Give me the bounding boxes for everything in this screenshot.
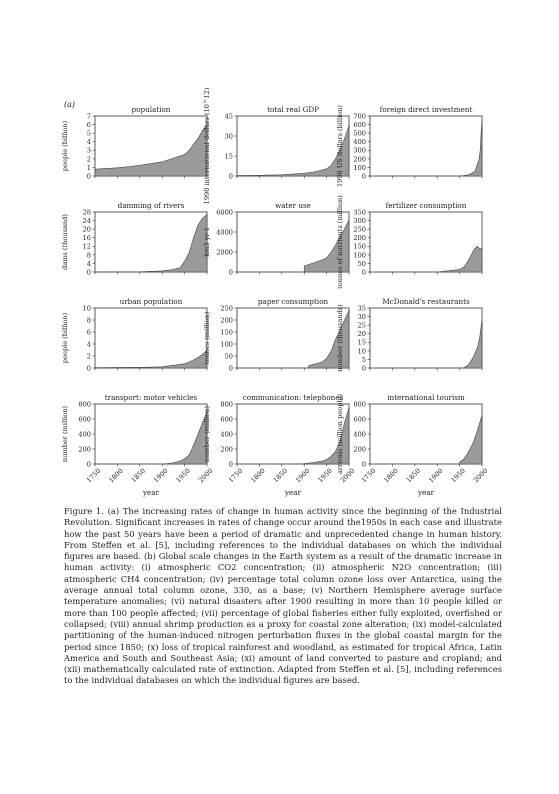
y-axis-label: 1990 international dollars (10^12)	[203, 87, 211, 205]
chart-panel-0	[61, 105, 207, 180]
y-tick-label: 200	[220, 316, 233, 325]
y-axis-label: number (million)	[203, 405, 211, 463]
y-tick-label: 200	[220, 445, 233, 454]
y-tick-label: 15	[357, 338, 366, 347]
y-tick-label: 25	[357, 321, 366, 330]
y-tick-label: 150	[353, 242, 366, 251]
plot-frame	[370, 116, 482, 176]
y-tick-label: 200	[353, 155, 366, 164]
x-tick-label: 1850	[404, 466, 423, 485]
y-tick-label: 250	[220, 304, 233, 313]
y-axis-label: arrivals (million people)	[336, 393, 344, 475]
x-tick-label: 1800	[107, 466, 125, 485]
chart-title: transport: motor vehicles	[104, 393, 198, 402]
panel-label: (a)	[64, 100, 76, 109]
chart-panel-7	[203, 297, 349, 372]
chart-title: total real GDP	[267, 105, 319, 114]
y-tick-label: 7	[86, 112, 91, 121]
y-tick-label: 0	[361, 460, 366, 469]
chart-panel-11	[336, 393, 489, 497]
y-tick-label: 3	[86, 146, 91, 155]
y-tick-label: 24	[82, 216, 91, 225]
y-tick-label: 100	[220, 340, 233, 349]
y-tick-label: 4	[86, 259, 91, 268]
y-tick-label: 6000	[216, 208, 233, 217]
x-tick-label: 1900	[427, 466, 445, 485]
plot-frame	[95, 308, 207, 368]
plot-frame	[370, 308, 482, 368]
y-tick-label: 8	[86, 316, 91, 325]
chart-title: fertilizer consumption	[385, 201, 467, 210]
y-tick-label: 200	[353, 234, 366, 243]
y-tick-label: 2	[86, 352, 91, 361]
x-tick-label: 1800	[249, 466, 267, 485]
y-tick-label: 0	[228, 268, 233, 277]
plot-frame	[370, 404, 482, 464]
y-tick-label: 0	[86, 268, 91, 277]
y-axis-label: people (billion)	[61, 120, 69, 172]
y-axis-label: people (billion)	[61, 312, 69, 364]
chart-panel-6	[61, 297, 207, 372]
x-tick-label: 1900	[294, 466, 312, 485]
y-axis-label: tonnes (million)	[203, 311, 211, 365]
chart-title: McDonald's restaurants	[382, 297, 470, 306]
x-tick-label: 1950	[174, 466, 192, 485]
y-tick-label: 6	[86, 120, 91, 129]
chart-panel-9	[61, 393, 214, 497]
y-tick-label: 20	[82, 225, 91, 234]
y-tick-label: 15	[224, 152, 233, 161]
y-tick-label: 4	[86, 340, 91, 349]
y-tick-label: 0	[228, 364, 233, 373]
y-tick-label: 0	[86, 172, 91, 181]
x-tick-label: 2000	[471, 466, 490, 485]
chart-panel-4	[203, 201, 349, 276]
y-tick-label: 300	[353, 146, 366, 155]
x-tick-label: 1750	[226, 466, 245, 485]
chart-title: foreign direct investment	[379, 105, 473, 114]
y-tick-label: 400	[353, 138, 366, 147]
x-tick-label: 1950	[316, 466, 334, 485]
x-tick-label: 1850	[129, 466, 148, 485]
x-axis-label: year	[284, 488, 302, 497]
y-tick-label: 2	[86, 155, 91, 164]
y-tick-label: 20	[357, 330, 366, 339]
y-axis-label: 1998 US dollars (billion)	[336, 104, 344, 188]
x-tick-label: 1750	[359, 466, 378, 485]
y-tick-label: 200	[78, 445, 91, 454]
y-tick-label: 4	[86, 138, 91, 147]
y-tick-label: 0	[228, 172, 233, 181]
x-axis-label: year	[417, 488, 435, 497]
y-tick-label: 600	[78, 415, 91, 424]
x-tick-label: 2000	[196, 466, 215, 485]
y-tick-label: 800	[220, 400, 233, 409]
chart-panel-8	[336, 297, 482, 372]
y-tick-label: 150	[220, 328, 233, 337]
y-tick-label: 350	[353, 208, 366, 217]
y-tick-label: 50	[224, 352, 233, 361]
y-tick-label: 600	[353, 415, 366, 424]
y-tick-label: 300	[353, 216, 366, 225]
y-tick-label: 800	[353, 400, 366, 409]
chart-panel-10	[203, 393, 356, 497]
x-tick-label: 1850	[271, 466, 290, 485]
y-tick-label: 50	[357, 259, 366, 268]
y-tick-label: 5	[86, 129, 91, 138]
y-tick-label: 500	[353, 129, 366, 138]
y-tick-label: 600	[353, 120, 366, 129]
y-tick-label: 600	[220, 415, 233, 424]
y-tick-label: 400	[220, 430, 233, 439]
y-tick-label: 6	[86, 328, 91, 337]
y-axis-label: km3 yr-1	[203, 227, 211, 257]
chart-title: urban population	[119, 297, 183, 306]
chart-title: paper consumption	[257, 297, 329, 306]
y-tick-label: 10	[357, 347, 366, 356]
y-tick-label: 0	[228, 460, 233, 469]
plot-frame	[370, 212, 482, 272]
y-axis-label: tonnes of nutrients (million)	[336, 195, 344, 289]
x-axis-label: year	[142, 488, 160, 497]
y-tick-label: 0	[86, 364, 91, 373]
y-tick-label: 30	[224, 132, 233, 141]
y-tick-label: 800	[78, 400, 91, 409]
x-tick-label: 2000	[338, 466, 357, 485]
y-tick-label: 250	[353, 225, 366, 234]
chart-title: damming of rivers	[117, 201, 185, 210]
y-tick-label: 8	[86, 251, 91, 260]
y-tick-label: 0	[361, 268, 366, 277]
y-tick-label: 45	[224, 112, 233, 121]
x-tick-label: 1900	[152, 466, 170, 485]
chart-panel-1	[203, 87, 349, 204]
y-tick-label: 35	[357, 304, 366, 313]
x-tick-label: 1950	[449, 466, 467, 485]
chart-title: population	[131, 105, 171, 114]
y-tick-label: 400	[78, 430, 91, 439]
y-tick-label: 0	[86, 460, 91, 469]
y-tick-label: 16	[82, 234, 91, 243]
y-tick-label: 30	[357, 312, 366, 321]
y-axis-label: dams (thousand)	[61, 214, 69, 270]
figure-caption: Figure 1. (a) The increasing rates of change in human activity since the beginning of the Industrial Revolution. Significant increases in rates of change occur around the1950s in each case and illustrate how the past 50 years have been a period of dramatic and unprecedented change in human history. From Steffen et al. [5], including references to the individual databases on which the individual figures are based. (b) Global scale changes in the Earth system as a result of the dramatic increase in human activity: (i) atmospheric CO2 concentration; (ii) atmospheric N2O concentration; (iii) atmospheric CH4 concentration; (iv) percentage total column ozone loss over Antarctica, using the average annual total column ozone, 330, as a base; (v) Northern Hemisphere average surface temperature anomalies; (vi) natural disasters after 1900 resulting in more than 10 people killed or more than 100 people affected; (vii) percentage of global fisheries either fully exploited, overfished or collapsed; (viii) annual shrimp production as a proxy for coastal zone alteration; (ix) model-calculated partitioning of the human-induced nitrogen perturbation fluxes in the global coastal margin for the period since 1850; (x) loss of tropical rainforest and woodland, as estimated for tropical Africa, Latin America and South and Southeast Asia; (xi) amount of land converted to pasture and cropland; and (xii) mathematically calculated rate of extinction. Adapted from Steffen et al. [5], including references to the individual databases on which the individual figures are based.	[64, 506, 502, 686]
y-tick-label: 4000	[216, 228, 233, 237]
chart-panel-5	[336, 195, 482, 289]
y-tick-label: 200	[353, 445, 366, 454]
y-tick-label: 400	[353, 430, 366, 439]
y-tick-label: 100	[353, 251, 366, 260]
chart-panel-2	[336, 105, 482, 187]
x-tick-label: 1800	[382, 466, 400, 485]
y-tick-label: 28	[82, 208, 91, 217]
chart-panel-3	[61, 201, 207, 276]
x-tick-label: 1750	[84, 466, 103, 485]
y-tick-label: 700	[353, 112, 366, 121]
y-tick-label: 2000	[216, 248, 233, 257]
y-tick-label: 100	[353, 163, 366, 172]
chart-title: international tourism	[387, 393, 465, 402]
y-axis-label: number (thousands)	[336, 304, 344, 372]
chart-title: communication: telephones	[242, 393, 344, 402]
y-tick-label: 12	[82, 242, 91, 251]
y-axis-label: number (million)	[61, 405, 69, 463]
y-tick-label: 1	[86, 163, 91, 172]
y-tick-label: 0	[361, 364, 366, 373]
y-tick-label: 10	[82, 304, 91, 313]
chart-title: water use	[275, 201, 311, 210]
y-tick-label: 5	[361, 355, 366, 364]
y-tick-label: 0	[361, 172, 366, 181]
